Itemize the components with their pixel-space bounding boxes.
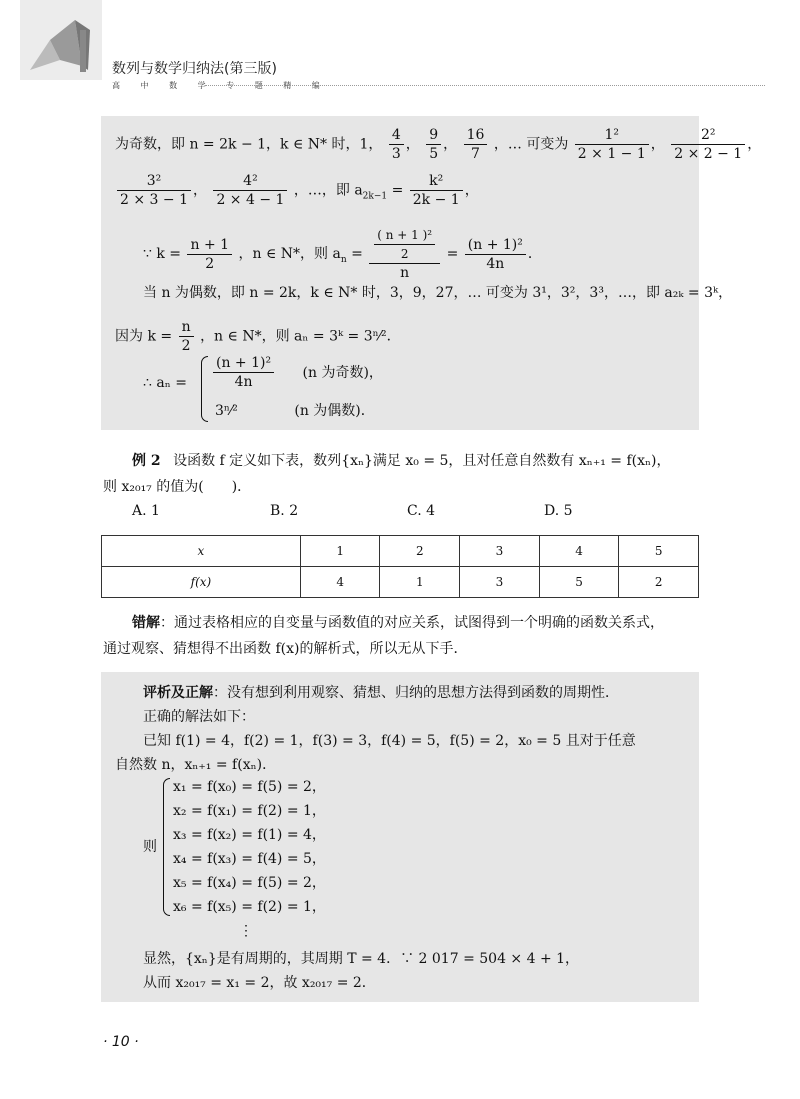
option-c: C. 4 (407, 503, 436, 519)
text: (n 为奇数)， (302, 364, 383, 381)
case-odd (211, 354, 383, 391)
option-d: D. 5 (544, 503, 573, 519)
box1-line-2: $\frac{\text{3²}}{2 \times 3 - 1}$ ， $\frac{\text{4²}}{2 \times 4 - 1}$ ，…，即 $a_{2k-1}$ = $\frac{\text{k²}}{2k - 1}$ ， (115, 172, 479, 209)
then-label: 则 (143, 839, 157, 855)
case-even (215, 402, 375, 420)
example-2-line-2: 则 x₂₀₁₇ 的值为( )． (103, 479, 252, 495)
case-brace (163, 778, 170, 916)
page-number: · 10 · (103, 1034, 139, 1050)
option-a: A. 1 (132, 503, 160, 519)
text: ：没有想到利用观察、猜想、归纳的思想方法得到函数的周期性． (213, 685, 619, 701)
text: ：通过表格相应的自变量与函数值的对应关系，试图得到一个明确的函数关系式， (160, 615, 664, 631)
text: 因为 k = (115, 328, 177, 345)
table-cell: 4 (300, 567, 380, 598)
text: = (446, 246, 463, 262)
table-cell: 1 (380, 567, 460, 598)
case-item: x₂ = f(x₁) = f(2) = 1， (173, 803, 326, 819)
box1-line-6-lhs: ∴ aₙ = (143, 375, 187, 391)
table-cell: 2 (380, 536, 460, 567)
case-item: x₁ = f(x₀) = f(5) = 2， (173, 779, 326, 795)
option-b: B. 2 (270, 503, 299, 519)
text: ，n ∈ N*，则 aₙ = 3ᵏ = 3ⁿ⁄²． (200, 328, 401, 345)
function-table (101, 535, 699, 598)
box2-line-5: 显然，{xₙ}是有周期的，其周期 T = 4．∵ 2 017 = 504 × 4 + 1， (143, 951, 580, 967)
fraction: $\frac{\text{3²}}{2 \times 3 - 1}$ (117, 172, 191, 209)
fraction: $\frac{\text{1²}}{2 \times 1 - 1}$ (575, 126, 649, 163)
box2-line-4: 自然数 n，xₙ₊₁ = f(xₙ)． (115, 757, 277, 773)
fraction: $\frac{16}{7}$ (464, 126, 488, 163)
book-logo-icon (20, 0, 102, 80)
table-cell: f(x) (102, 567, 301, 598)
text: 设函数 f 定义如下表，数列{xₙ}满足 x₀ = 5，且对任意自然数有 xₙ₊₁ = f(xₙ)， (173, 453, 671, 469)
table-cell: 3 (460, 567, 540, 598)
wrong-solution-line-1 (132, 614, 664, 632)
fraction: $\frac{\frac{\text{( n + 1 )²}}{2}}{n}$ (369, 226, 440, 282)
subscript: n (340, 254, 347, 265)
case-brace (201, 356, 208, 422)
text: ，n ∈ N*，则 a (238, 246, 341, 262)
subscript: 2k−1 (362, 191, 388, 202)
text: (n 为偶数)． (294, 403, 375, 419)
book-subtitle: 高 中 数 学 专 题 精 编 (112, 81, 329, 90)
case-item: x₅ = f(x₄) = f(5) = 2， (173, 875, 326, 891)
fraction: $\frac{n}{2}$ (179, 318, 194, 355)
text: 为奇数，即 n = 2k − 1，k ∈ N* 时，1， (115, 136, 383, 153)
wrong-label: 错解 (132, 615, 160, 631)
table-cell: 4 (539, 536, 619, 567)
example-2-line-1 (132, 452, 671, 470)
fraction: $\frac{\text{k²}}{2k - 1}$ (410, 172, 463, 209)
box1-line-3: ∵ k = $\frac{n + 1}{2}$ ，n ∈ N*，则 $a_n$ = $\frac{\frac{\text{( n + 1 )²}}{2}}{n}$ = $\frac{\text{(n + 1)²}}{4n}$ ． (143, 228, 542, 281)
fraction: $\frac{\text{(n + 1)²}}{4n}$ (213, 354, 274, 391)
text: 3ⁿ⁄² (215, 403, 238, 419)
text: = (346, 246, 368, 262)
text: ，…，即 a (293, 182, 363, 199)
fraction: $\frac{9}{5}$ (426, 126, 441, 163)
table-cell: 2 (619, 567, 699, 598)
text: ∵ k = (143, 246, 186, 262)
vertical-ellipsis: ⋮ (239, 923, 253, 939)
case-item: x₃ = f(x₂) = f(1) = 4， (173, 827, 326, 843)
fraction: $\frac{n + 1}{2}$ (187, 236, 232, 273)
book-title: 数列与数学归纳法(第三版) (112, 61, 277, 77)
fraction: $\frac{4}{3}$ (389, 126, 404, 163)
box1-line-4: 当 n 为偶数，即 n = 2k，k ∈ N* 时，3，9，27，… 可变为 3¹，3²，3³，…，即 a₂ₖ = 3ᵏ， (143, 285, 733, 301)
fraction: $\frac{\text{4²}}{2 \times 4 - 1}$ (213, 172, 287, 209)
box2-line-2: 正确的解法如下： (143, 709, 255, 725)
example-label: 例 2 (132, 453, 161, 469)
case-item: x₄ = f(x₃) = f(4) = 5， (173, 851, 326, 867)
table-cell: 3 (460, 536, 540, 567)
table-cell: 5 (619, 536, 699, 567)
solution-box-1 (101, 116, 762, 430)
fraction: $\frac{\text{(n + 1)²}}{4n}$ (465, 236, 526, 273)
box1-line-5 (115, 318, 401, 355)
table-row (102, 536, 699, 567)
solution-box-2 (101, 672, 699, 1002)
wrong-solution-line-2: 通过观察、猜想得不出函数 f(x)的解析式，所以无从下手． (103, 641, 468, 657)
table-cell: 1 (300, 536, 380, 567)
table-cell: x (102, 536, 301, 567)
case-item: x₆ = f(x₅) = f(2) = 1， (173, 899, 326, 915)
box1-line-1: 为奇数，即 n = 2k − 1，k ∈ N* 时，1， $\frac{4}{3}$ ， $\frac{9}{5}$ ， $\frac{16}{7}$ ，… 可变为 $\frac{\text{1²}}{2 \times 1 - 1}$ ， $\frac{\text{2²}}{2 \times 2 - 1}$ ， (115, 127, 762, 162)
box2-line-6: 从而 x₂₀₁₇ = x₁ = 2，故 x₂₀₁₇ = 2． (143, 975, 376, 991)
text: ，… 可变为 (493, 136, 569, 153)
header-divider (205, 85, 765, 86)
table-cell: 5 (539, 567, 619, 598)
text: = (387, 182, 408, 199)
box2-line-1 (143, 684, 619, 702)
table-row (102, 567, 699, 598)
fraction: $\frac{\text{2²}}{2 \times 2 - 1}$ (671, 126, 745, 163)
analysis-label: 评析及正解 (143, 685, 213, 701)
box2-line-3: 已知 f(1) = 4，f(2) = 1，f(3) = 3，f(4) = 5，f(5) = 2，x₀ = 5 且对于任意 (143, 733, 636, 749)
